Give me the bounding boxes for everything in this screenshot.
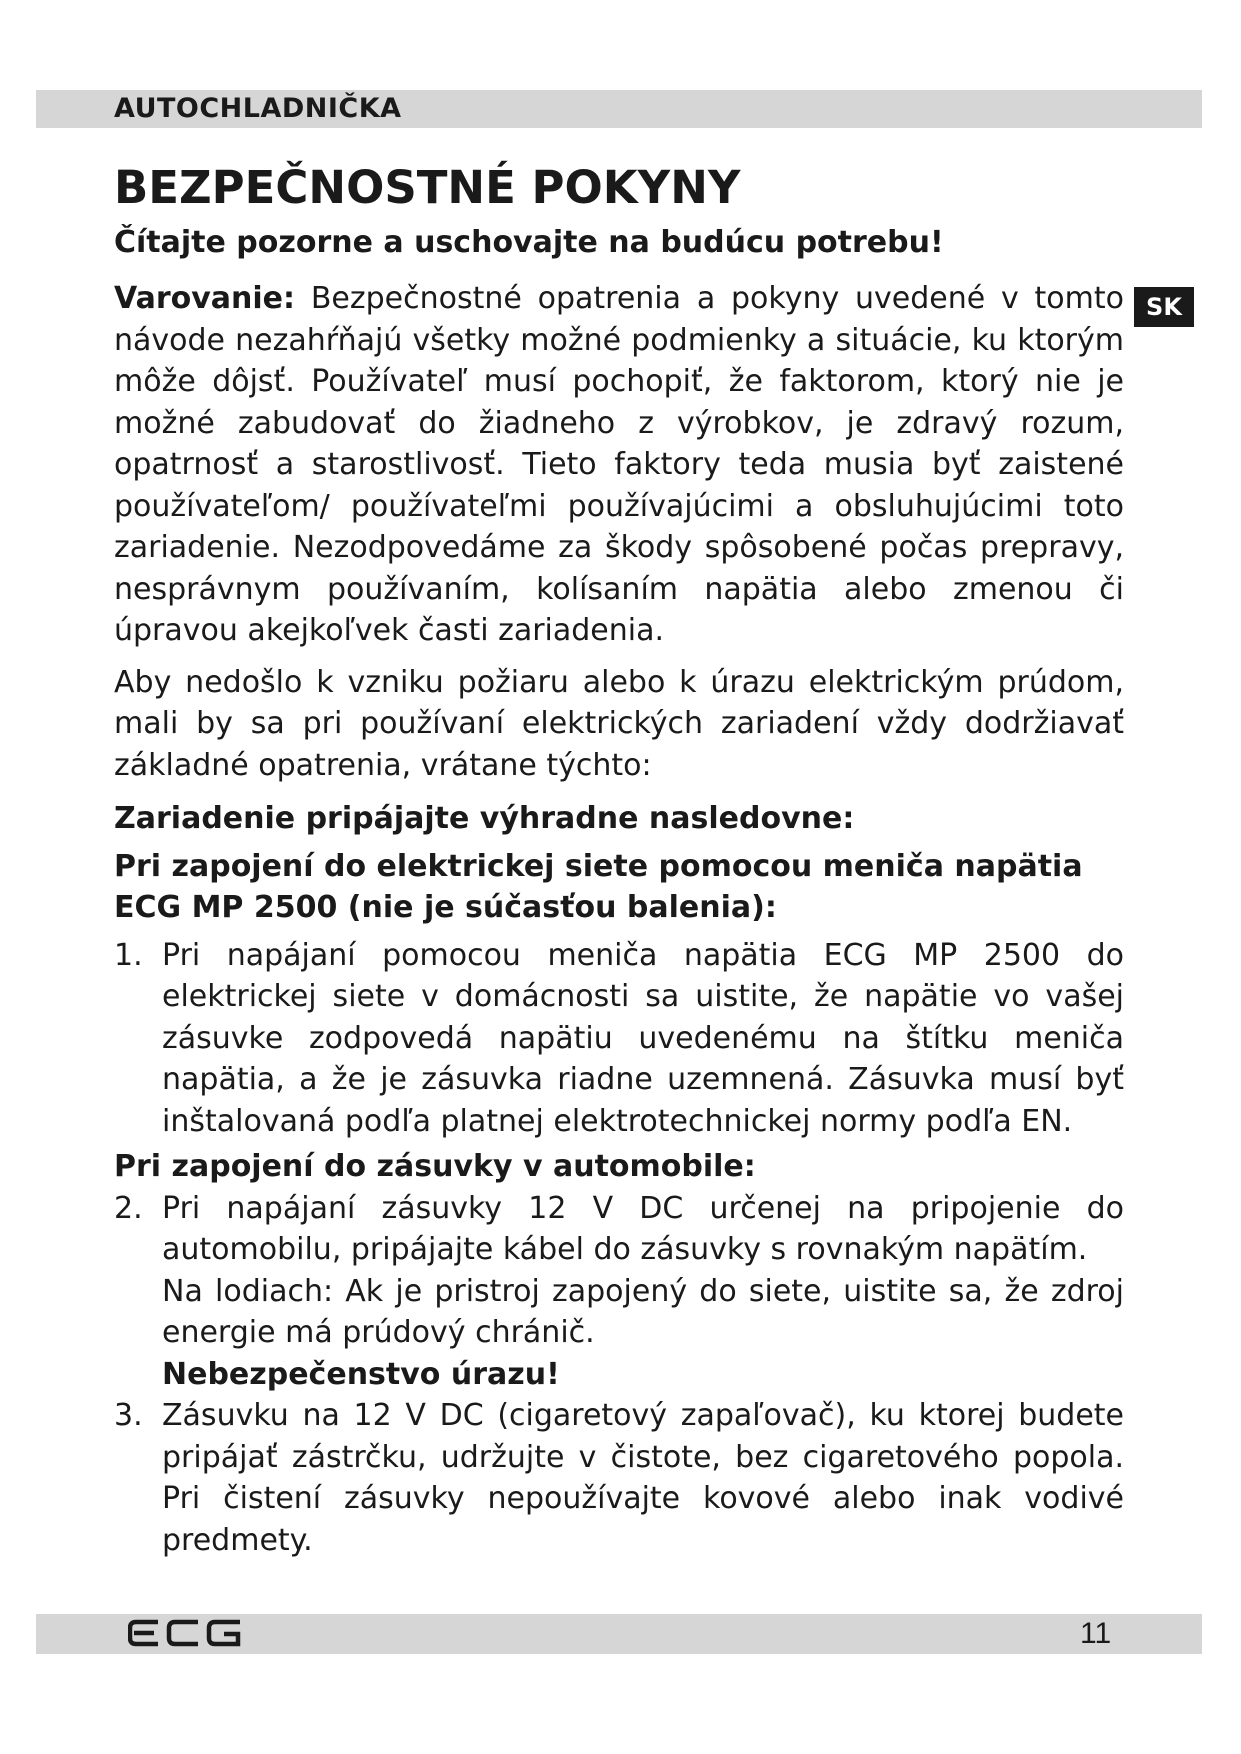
- header-title: AUTOCHLADNIČKA: [114, 93, 402, 124]
- list-item-number: 1.: [114, 937, 143, 973]
- main-content: [114, 160, 1124, 1561]
- language-tab: SK: [1134, 287, 1194, 327]
- list-item-text: Zásuvku na 12 V DC (cigaretový zapaľovač), ku ktorej budete pripájať zástrčku, udržujte v čistote, bez cigaretového popola. Pri čistení zásuvky nepoužívajte kovové alebo inak vodivé predmety.: [162, 1398, 1124, 1558]
- inverter-heading: Pri zapojení do elektrickej siete pomocou meniča napätia ECG MP 2500 (nie je súčasťou balenia):: [114, 848, 1083, 925]
- page-subtitle: Čítajte pozorne a uschovajte na budúcu potrebu!: [114, 225, 944, 260]
- list-item: [114, 1188, 1124, 1396]
- danger-warning: Nebezpečenstvo úrazu!: [162, 1356, 560, 1392]
- list-item-number: 3.: [114, 1398, 143, 1433]
- list-item: [114, 935, 1124, 1143]
- car-heading: Pri zapojení do zásuvky v automobile:: [114, 1149, 756, 1184]
- boats-note: Na lodiach: Ak je pristroj zapojený do siete, uistite sa, že zdroj energie má prúdový chránič.: [162, 1273, 1124, 1350]
- warning-lead: Varovanie:: [114, 281, 296, 316]
- page-number: 11: [1080, 1617, 1112, 1650]
- warning-paragraph: [114, 278, 1124, 652]
- list-item: [114, 1395, 1124, 1561]
- list-item-number: 2.: [114, 1190, 143, 1226]
- ecg-logo: [128, 1619, 244, 1651]
- list-item-text: Pri napájaní pomocou meniča napätia ECG MP 2500 do elektrickej siete v domácnosti sa uistite, že napätie vo vašej zásuvke zodpovedá napätiu uvedenému na štítku meniča napätia, a že je zásuvka riadne uzemnená. Zásuvka musí byť inštalovaná podľa platnej elektrotechnickej normy podľa EN.: [162, 937, 1124, 1139]
- list-item-text: Pri napájaní zásuvky 12 V DC určenej na pripojenie do automobilu, pripájajte kábel do zásuvky s rovnakým napätím.: [162, 1190, 1124, 1267]
- warning-text: Bezpečnostné opatrenia a pokyny uvedené v tomto návode nezahŕňajú všetky možné podmienky a situácie, ku ktorým môže dôjsť. Používateľ musí pochopiť, že faktorom, ktorý nie je možné zabudovať do žiadneho z výrobkov, je zdravý rozum, opatrnosť a starostlivosť. Tieto faktory teda musia byť zaistené používateľom/ používateľmi používajúcimi a obsluhujúcimi toto zariadenie. Nezodpovedáme za škody spôsobené počas prepravy, nesprávnym používaním, kolísaním napätia alebo zmenou či úpravou akejkoľvek časti zariadenia.: [114, 281, 1124, 648]
- intro-paragraph: Aby nedošlo k vzniku požiaru alebo k úrazu elektrickým prúdom, mali by sa pri používaní elektrických zariadení vždy dodržiavať základné opatrenia, vrátane týchto:: [114, 664, 1124, 783]
- connect-heading: Zariadenie pripájajte výhradne nasledovne:: [114, 801, 855, 836]
- page-title: BEZPEČNOSTNÉ POKYNY: [114, 161, 741, 214]
